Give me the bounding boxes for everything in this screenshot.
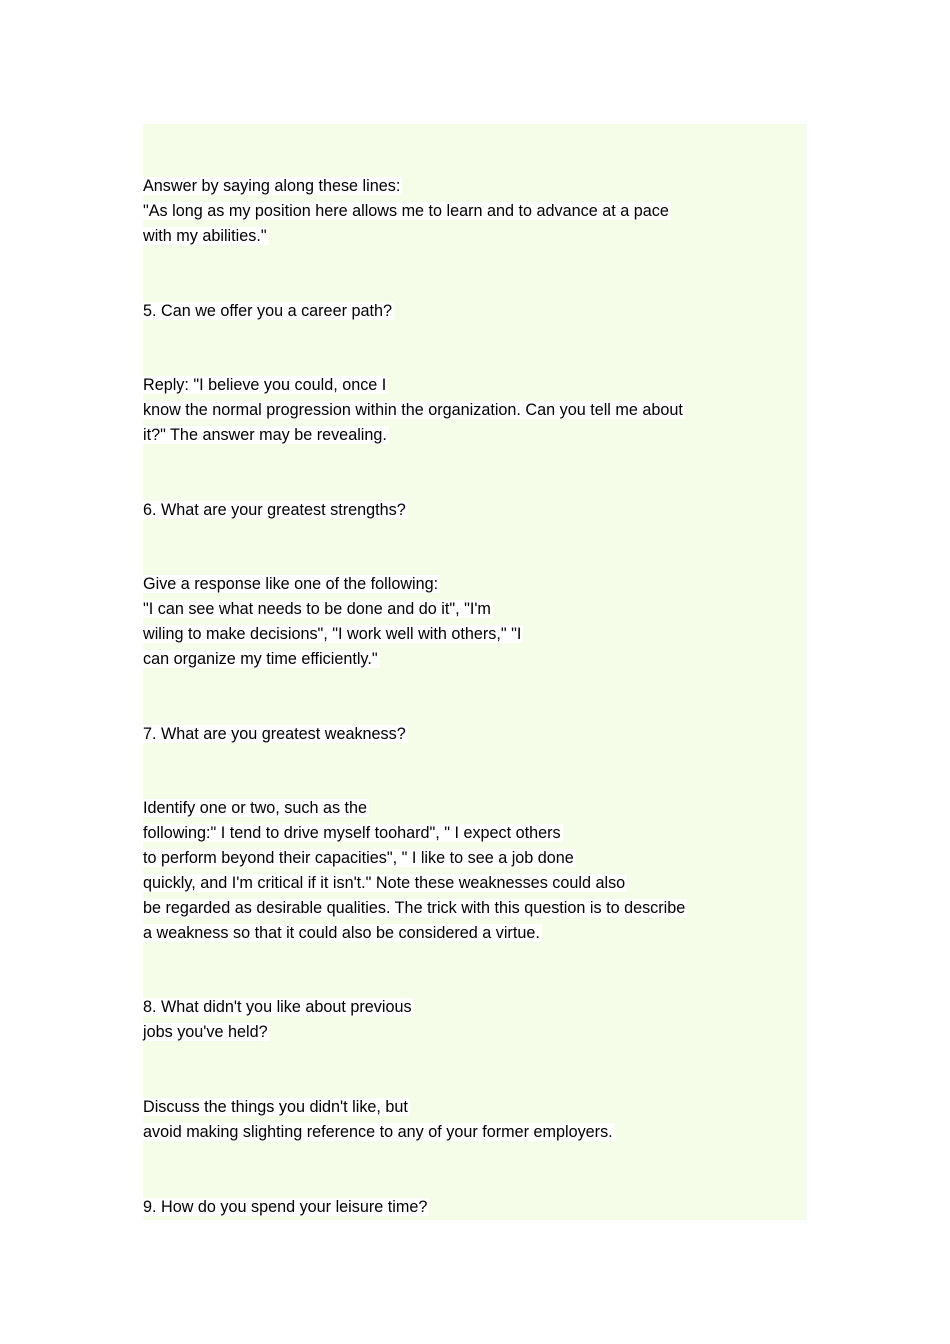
question-line: 7. What are you greatest weakness?: [143, 725, 406, 743]
text-line: Answer by saying along these lines:: [143, 177, 401, 195]
question-block-9: [143, 1195, 429, 1220]
text-line: Discuss the things you didn't like, but: [143, 1098, 408, 1116]
answer-block-4: [143, 174, 671, 249]
answer-block-6: [143, 572, 523, 672]
text-line: Reply: "I believe you could, once I: [143, 376, 387, 394]
question-line: 5. Can we offer you a career path?: [143, 302, 392, 320]
text-line: know the normal progression within the organization. Can you tell me about: [143, 401, 683, 419]
question-line: 9. How do you spend your leisure time?: [143, 1198, 428, 1216]
answer-block-7: [143, 796, 687, 946]
text-line: can organize my time efficiently.": [143, 650, 378, 668]
document-page-background: [143, 124, 807, 1220]
question-block-6: [143, 498, 408, 523]
text-line: following:" I tend to drive myself toohard", " I expect others: [143, 824, 561, 842]
text-line: a weakness so that it could also be considered a virtue.: [143, 924, 540, 942]
text-line: "As long as my position here allows me to learn and to advance at a pace: [143, 202, 669, 220]
answer-block-5: [143, 373, 685, 448]
text-line: avoid making slighting reference to any of your former employers.: [143, 1123, 613, 1141]
question-block-8: [143, 995, 414, 1045]
text-line: "I can see what needs to be done and do it", "I'm: [143, 600, 491, 618]
question-block-5: [143, 299, 394, 324]
text-line: to perform beyond their capacities", " I like to see a job done: [143, 849, 574, 867]
text-line: wiling to make decisions", "I work well with others," "I: [143, 625, 522, 643]
text-line: with my abilities.": [143, 227, 267, 245]
question-line: 8. What didn't you like about previous: [143, 998, 412, 1016]
text-line: be regarded as desirable qualities. The trick with this question is to describe: [143, 899, 686, 917]
answer-block-8: [143, 1095, 615, 1145]
question-line: jobs you've held?: [143, 1023, 268, 1041]
text-line: it?" The answer may be revealing.: [143, 426, 387, 444]
text-line: Identify one or two, such as the: [143, 799, 368, 817]
question-line: 6. What are your greatest strengths?: [143, 501, 406, 519]
question-block-7: [143, 722, 408, 747]
text-line: quickly, and I'm critical if it isn't." Note these weaknesses could also: [143, 874, 626, 892]
text-line: Give a response like one of the following:: [143, 575, 439, 593]
